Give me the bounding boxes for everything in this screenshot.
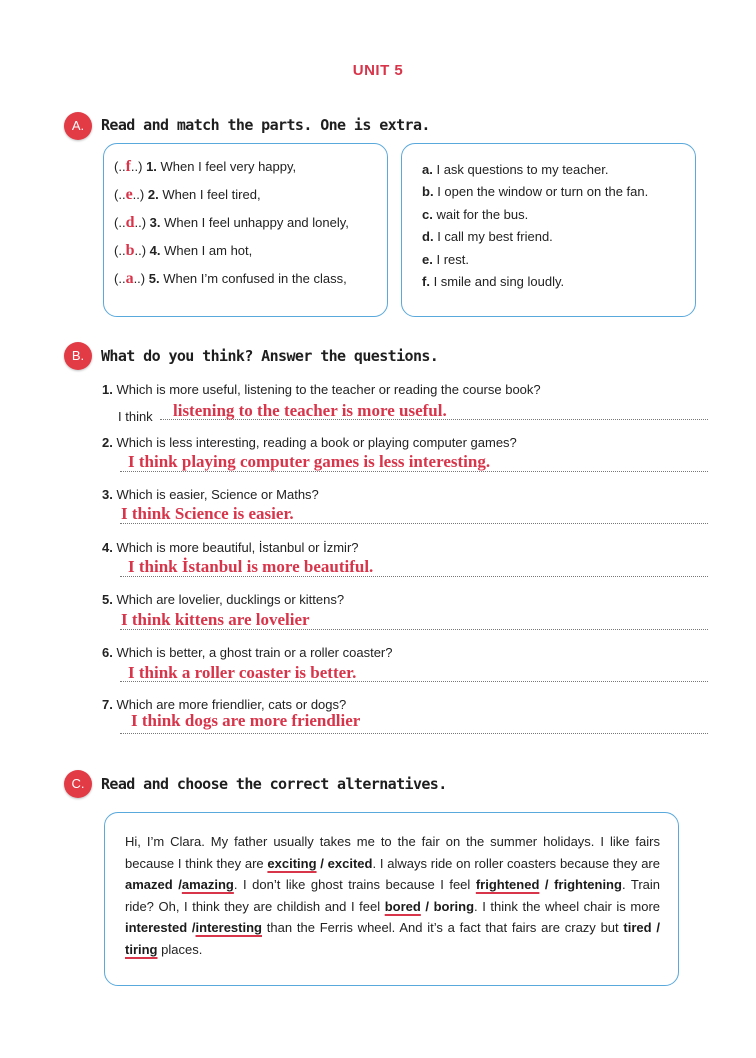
reading-paragraph: Hi, I’m Clara. My father usually takes me to the fair on the summer holidays. I like fairs because I think they are exciting / excited. I always ride on roller coasters because they are amazed /amazing. I don’t like ghost trains because I feel frightened / frightening. Train ride? Oh, I think they are childish and I feel bored / boring. I think the wheel chair is more interested /interesting than the Ferris wheel. And it’s a fact that fairs are crazy but tired / tiring places. [125,834,660,957]
choice-4-selected[interactable]: bored [384,898,421,914]
match-answer-1[interactable]: f [125,158,131,175]
match-answer-2[interactable]: e [125,186,133,203]
choice-5-selected[interactable]: interesting [195,920,262,935]
option-a: a. I ask questions to my teacher. [422,162,609,177]
match-answer-5[interactable]: a [125,270,134,287]
match-item-1: (..f..) 1. When I feel very happy, [114,158,297,175]
match-item-5: (..a..) 5. When I’m confused in the class, [114,270,347,287]
question-7: 7. Which are more friendlier, cats or dogs? [102,697,347,712]
match-left-box [103,143,388,317]
section-a-title: Read and match the parts. One is extra. [101,116,430,134]
choice-6-selected[interactable]: tiring [125,941,158,957]
question-2: 2. Which is less interesting, reading a book or playing computer games? [102,435,517,450]
question-5: 5. Which are lovelier, ducklings or kittens? [102,592,345,607]
answer-1: listening to the teacher is more useful. [173,401,447,420]
choice-3-other[interactable]: frightening [554,877,622,892]
section-c-badge: C. [64,770,92,798]
section-b-title: What do you think? Answer the questions. [101,347,439,365]
unit-title: UNIT 5 [352,62,404,79]
choice-1-selected[interactable]: exciting [267,855,317,871]
option-c: c. wait for the bus. [422,207,529,222]
match-answer-4[interactable]: b [125,242,135,259]
choice-5-other[interactable]: interested [125,920,188,935]
reading-box [104,812,679,986]
match-item-2: (..e..) 2. When I feel tired, [114,186,261,203]
option-b: b. I open the window or turn on the fan. [422,184,649,199]
section-b-badge: B. [64,342,92,370]
choice-1-other[interactable]: excited [327,855,373,871]
choice-4-other[interactable]: boring [433,898,475,914]
answer-3: I think Science is easier. [121,504,294,523]
question-4: 4. Which is more beautiful, İstanbul or İzmir? [102,540,359,555]
match-item-3: (..d..) 3. When I feel unhappy and lonely, [114,214,349,231]
answer-line-7[interactable] [120,733,708,734]
answer-6: I think a roller coaster is better. [128,663,357,682]
option-d: d. I call my best friend. [422,229,553,244]
match-right-box [401,143,696,317]
choice-2-other[interactable]: amazed [125,877,173,892]
option-e: e. I rest. [422,252,469,267]
section-a-badge: A. [64,112,92,140]
question-3: 3. Which is easier, Science or Maths? [102,487,319,502]
answer-2: I think playing computer games is less interesting. [128,452,491,471]
choice-2-selected[interactable]: amazing [181,877,234,892]
i-think-prefix: I think [118,409,153,424]
choice-3-selected[interactable]: frightened [475,877,540,892]
answer-4: I think İstanbul is more beautiful. [128,557,374,576]
match-answer-3[interactable]: d [125,214,135,231]
section-c-title: Read and choose the correct alternatives. [101,775,447,793]
question-6: 6. Which is better, a ghost train or a roller coaster? [102,645,393,660]
answer-7: I think dogs are more friendlier [131,711,361,730]
option-f: f. I smile and sing loudly. [422,274,565,289]
answer-5: I think kittens are lovelier [121,610,310,629]
match-item-4: (..b..) 4. When I am hot, [114,242,253,259]
question-1: 1. Which is more useful, listening to the teacher or reading the course book? [102,382,541,397]
choice-6-other[interactable]: tired [623,920,652,935]
